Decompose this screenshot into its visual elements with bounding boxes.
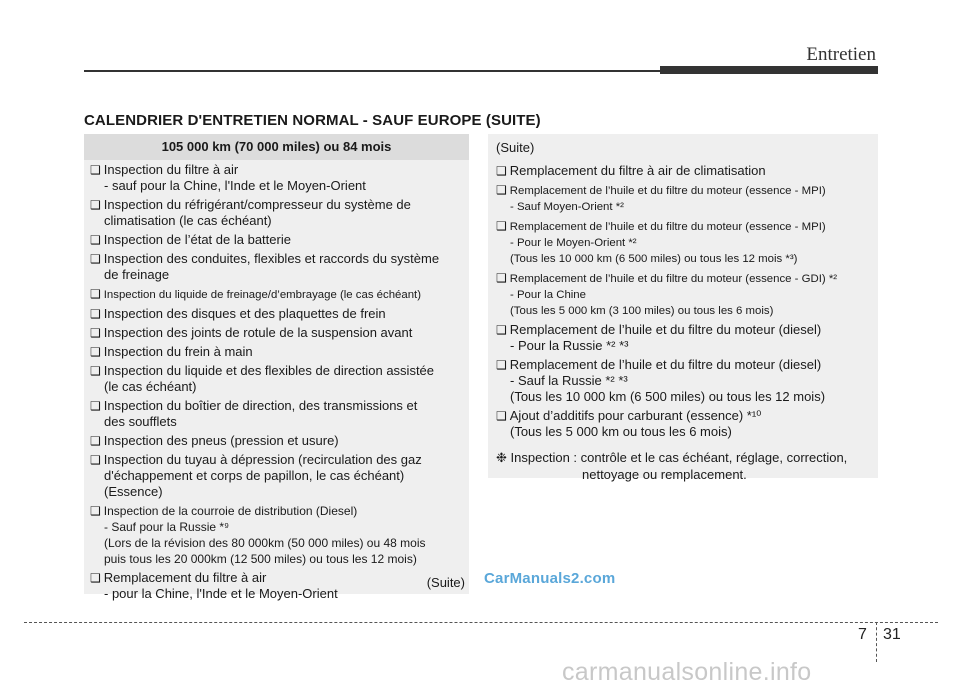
checklist-item-text: Inspection du filtre à air <box>103 162 239 177</box>
checkbox-icon: ❑ <box>90 504 101 518</box>
checklist-item <box>90 162 465 194</box>
checklist-item <box>90 286 465 303</box>
site-watermark: carmanualsonline.info <box>562 658 812 686</box>
checklist-item-detail: (Essence) <box>104 484 163 499</box>
checklist-item-detail: des soufflets <box>104 414 177 429</box>
checklist-item-text: Remplacement de l’huile et du filtre du moteur (diesel) <box>509 357 822 372</box>
checkbox-icon: ❑ <box>90 307 101 321</box>
checklist-item <box>496 357 874 405</box>
checklist-item-detail: - Pour le Moyen-Orient *² <box>510 237 637 249</box>
checklist-item-main <box>90 344 465 360</box>
checklist-item-detail: - sauf pour la Chine, l'Inde et le Moyen-Orient <box>104 178 366 193</box>
checklist-item-text: Remplacement du filtre à air <box>103 570 267 585</box>
checklist-item-text: Ajout d’additifs pour carburant (essence) *¹⁰ <box>509 408 762 423</box>
checklist-item <box>90 251 465 283</box>
checklist-item-main <box>496 182 874 199</box>
checklist-item-detail: (Lors de la révision des 80 000km (50 000 miles) ou 48 mois <box>104 536 426 550</box>
left-item-list <box>84 160 469 602</box>
checklist-item-text: Inspection des conduites, flexibles et raccords du système <box>103 251 440 266</box>
checkbox-icon: ❑ <box>90 345 101 359</box>
checklist-item-text: Inspection du frein à main <box>103 344 253 359</box>
checkbox-icon: ❑ <box>90 326 101 340</box>
note-symbol-icon: ❉ <box>496 450 507 465</box>
checklist-item <box>496 218 874 267</box>
checklist-item <box>90 344 465 360</box>
checklist-item-text: Inspection des pneus (pression et usure) <box>103 433 339 448</box>
checklist-item <box>90 232 465 248</box>
continued-label: (Suite) <box>426 575 465 590</box>
checklist-item-main <box>496 218 874 235</box>
checklist-item <box>496 322 874 354</box>
checklist-item-main <box>496 270 874 287</box>
checkbox-icon: ❑ <box>496 358 507 372</box>
checklist-item-text: Remplacement de l’huile et du filtre du moteur (essence - MPI) <box>509 221 826 233</box>
footer-rule <box>24 622 938 623</box>
chapter-number: 7 <box>858 626 867 643</box>
checklist-item-text: Remplacement de l’huile et du filtre du moteur (diesel) <box>509 322 822 337</box>
checklist-item <box>90 197 465 229</box>
checkbox-icon: ❑ <box>90 399 101 413</box>
checkbox-icon: ❑ <box>90 163 101 177</box>
maintenance-panel-left <box>84 134 469 601</box>
checklist-item <box>90 306 465 322</box>
checklist-item-main <box>90 452 465 468</box>
checkbox-icon: ❑ <box>90 198 101 212</box>
checklist-item <box>90 452 465 500</box>
checkbox-icon: ❑ <box>496 219 507 233</box>
note-text-continuation: nettoyage ou remplacement. <box>582 467 747 482</box>
checklist-item-detail: (Tous les 5 000 km ou tous les 6 mois) <box>510 424 732 439</box>
checklist-item-detail: - Sauf pour la Russie *⁹ <box>104 520 230 534</box>
checklist-item-detail: d'échappement et corps de papillon, le cas échéant) <box>104 468 405 483</box>
checklist-item-detail: (Tous les 10 000 km (6 500 miles) ou tous les 12 mois) <box>510 389 826 404</box>
footer-page-divider <box>876 622 877 662</box>
checklist-item-main <box>90 570 465 586</box>
checklist-item-main <box>90 503 465 519</box>
checklist-item <box>90 503 465 567</box>
checklist-item-main <box>90 286 465 303</box>
watermark-logo: CarManuals2.com <box>484 570 616 587</box>
checkbox-icon: ❑ <box>90 453 101 467</box>
checklist-item-detail: - Sauf la Russie *² *³ <box>510 373 628 388</box>
checklist-item-text: Inspection des disques et des plaquettes de frein <box>103 306 386 321</box>
checkbox-icon: ❑ <box>496 323 507 337</box>
checkbox-icon: ❑ <box>90 252 101 266</box>
checklist-item-text: Remplacement du filtre à air de climatisation <box>509 163 766 178</box>
checklist-item-detail: - Pour la Chine <box>510 289 586 301</box>
checklist-item-text: Inspection du liquide de freinage/d’embrayage (le cas échéant) <box>103 289 422 301</box>
maintenance-panel-right <box>488 134 878 482</box>
checkbox-icon: ❑ <box>90 233 101 247</box>
checkbox-icon: ❑ <box>496 164 507 178</box>
checklist-item-text: Inspection de la courroie de distribution (Diesel) <box>103 504 358 518</box>
checklist-item-main <box>90 325 465 341</box>
checkbox-icon: ❑ <box>496 409 507 423</box>
checklist-item-main <box>90 232 465 248</box>
continued-label: (Suite) <box>496 140 535 155</box>
checkbox-icon: ❑ <box>90 287 101 301</box>
checklist-item-detail: (Tous les 5 000 km (3 100 miles) ou tous les 6 mois) <box>510 305 774 317</box>
checklist-item <box>90 433 465 449</box>
checklist-item <box>90 325 465 341</box>
checkbox-icon: ❑ <box>90 434 101 448</box>
checklist-item-detail: - pour la Chine, l'Inde et le Moyen-Orient <box>104 586 338 601</box>
note-text: Inspection : contrôle et le cas échéant, réglage, correction, <box>510 450 848 465</box>
checklist-item-main <box>90 363 465 379</box>
checklist-item <box>496 408 874 440</box>
inspection-note <box>488 443 878 483</box>
checklist-item-detail: puis tous les 20 000km (12 500 miles) ou tous les 12 mois) <box>104 552 417 566</box>
interval-heading: 105 000 km (70 000 miles) ou 84 mois <box>84 134 469 160</box>
checkbox-icon: ❑ <box>90 571 101 585</box>
page-number: 31 <box>883 626 901 643</box>
checklist-item-text: Inspection de l’état de la batterie <box>103 232 291 247</box>
checklist-item <box>90 570 465 602</box>
checklist-item-text: Inspection du réfrigérant/compresseur du système de <box>103 197 411 212</box>
checklist-item <box>496 270 874 319</box>
checklist-item-text: Inspection du tuyau à dépression (recirculation des gaz <box>103 452 422 467</box>
checklist-item-detail: (Tous les 10 000 km (6 500 miles) ou tous les 12 mois *³) <box>510 253 798 265</box>
right-item-list <box>488 163 878 440</box>
checkbox-icon: ❑ <box>496 271 507 285</box>
checklist-item-text: Inspection du liquide et des flexibles de direction assistée <box>103 363 435 378</box>
checklist-item <box>90 363 465 395</box>
checklist-item-main <box>90 306 465 322</box>
header-rule <box>84 70 664 72</box>
checklist-item-main <box>496 357 874 373</box>
checklist-item-main <box>496 322 874 338</box>
page-header-title: Entretien <box>806 44 876 65</box>
checklist-item-text: Remplacement de l’huile et du filtre du moteur (essence - MPI) <box>509 185 826 197</box>
checklist-item-text: Inspection du boîtier de direction, des transmissions et <box>103 398 418 413</box>
checklist-item-main <box>90 162 465 178</box>
checklist-item-main <box>496 408 874 424</box>
checklist-item-detail: de freinage <box>104 267 170 282</box>
checkbox-icon: ❑ <box>90 364 101 378</box>
checklist-item <box>496 163 874 179</box>
checkbox-icon: ❑ <box>496 183 507 197</box>
checklist-item-detail: climatisation (le cas échéant) <box>104 213 272 228</box>
checklist-item-detail: - Pour la Russie *² *³ <box>510 338 629 353</box>
checklist-item <box>90 398 465 430</box>
checklist-item-detail: - Sauf Moyen-Orient *² <box>510 201 624 213</box>
checklist-item-text: Remplacement de l’huile et du filtre du moteur (essence - GDI) *² <box>509 273 838 285</box>
checklist-item-detail: (le cas échéant) <box>104 379 197 394</box>
checklist-item <box>496 182 874 215</box>
section-title: CALENDRIER D'ENTRETIEN NORMAL - SAUF EUROPE (SUITE) <box>84 112 541 129</box>
header-rule-accent <box>660 66 878 74</box>
checklist-item-main <box>90 197 465 213</box>
checklist-item-main <box>90 251 465 267</box>
checklist-item-main <box>90 433 465 449</box>
checklist-item-main <box>496 163 874 179</box>
checklist-item-text: Inspection des joints de rotule de la suspension avant <box>103 325 413 340</box>
checklist-item-main <box>90 398 465 414</box>
